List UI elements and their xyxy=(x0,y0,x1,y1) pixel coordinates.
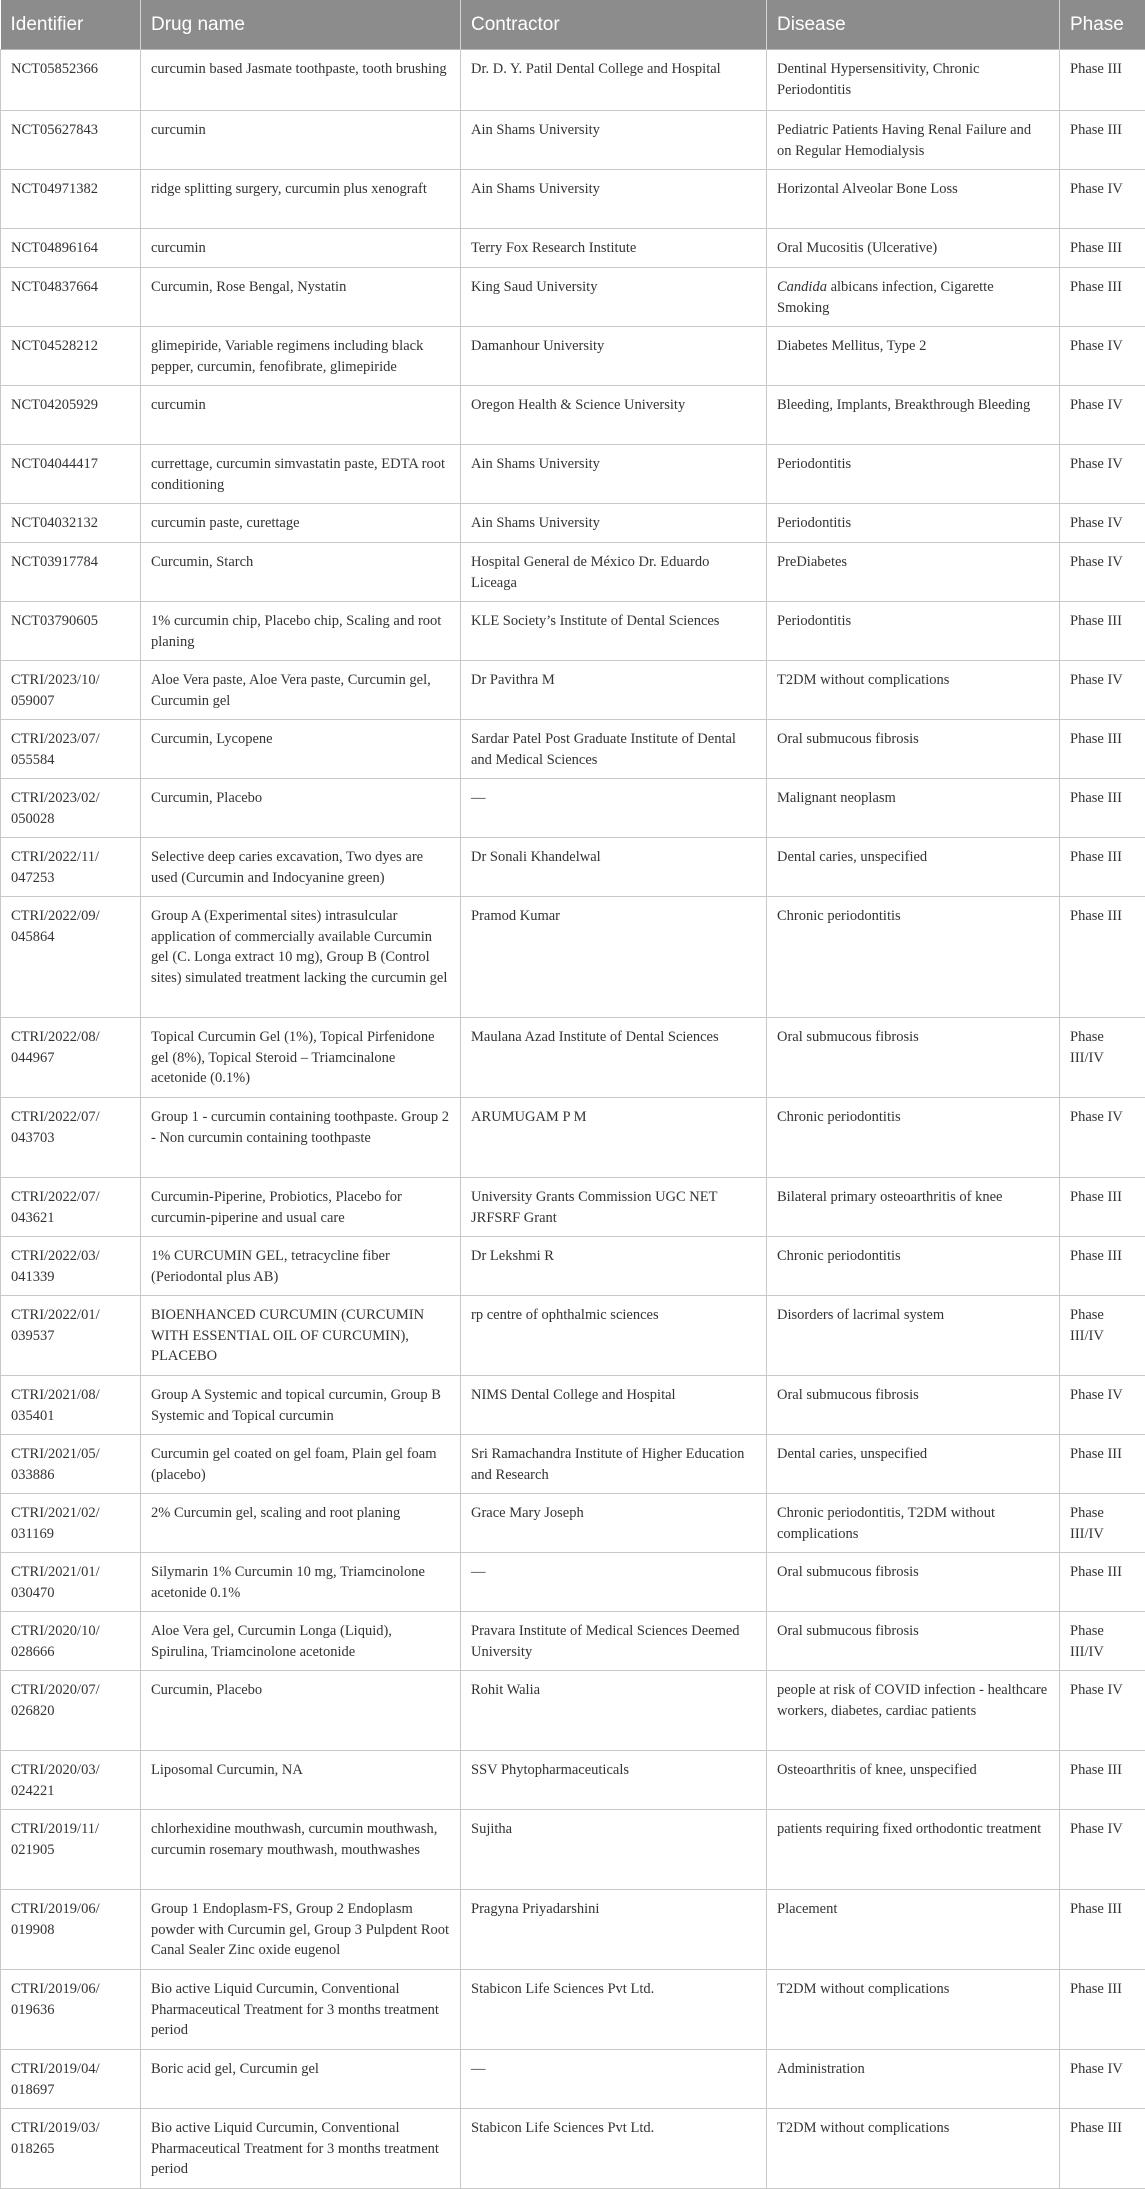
cell-contractor: Stabicon Life Sciences Pvt Ltd. xyxy=(461,2109,767,2189)
table-body xyxy=(1,50,1145,2189)
cell-disease: Diabetes Mellitus, Type 2 xyxy=(767,327,1060,386)
cell-contractor: Stabicon Life Sciences Pvt Ltd. xyxy=(461,1970,767,2050)
cell-phase: Phase III xyxy=(1060,229,1145,268)
cell-contractor: Ain Shams University xyxy=(461,504,767,543)
cell-phase: Phase IV xyxy=(1060,543,1145,602)
cell-identifier: NCT03790605 xyxy=(1,602,141,661)
cell-phase: Phase III xyxy=(1060,602,1145,661)
table-row xyxy=(1,1810,1145,1890)
table-row xyxy=(1,543,1145,602)
table-row xyxy=(1,1890,1145,1970)
cell-disease: T2DM without complications xyxy=(767,2109,1060,2189)
cell-disease: Bleeding, Implants, Breakthrough Bleeding xyxy=(767,386,1060,445)
cell-drug-name: chlorhexidine mouthwash, curcumin mouthwash, curcumin rosemary mouthwash, mouthwashes xyxy=(141,1810,461,1890)
cell-identifier: NCT04971382 xyxy=(1,170,141,229)
cell-phase: Phase IV xyxy=(1060,504,1145,543)
cell-phase: Phase III xyxy=(1060,720,1145,779)
cell-identifier: CTRI/2022/01/ 039537 xyxy=(1,1296,141,1376)
column-header-phase: Phase xyxy=(1060,0,1145,50)
cell-drug-name: 1% curcumin chip, Placebo chip, Scaling and root planing xyxy=(141,602,461,661)
cell-phase: Phase IV xyxy=(1060,445,1145,504)
cell-disease: Osteoarthritis of knee, unspecified xyxy=(767,1751,1060,1810)
cell-contractor: — xyxy=(461,2050,767,2109)
cell-drug-name: curcumin xyxy=(141,229,461,268)
cell-identifier: CTRI/2021/08/ 035401 xyxy=(1,1376,141,1435)
cell-drug-name: glimepiride, Variable regimens including black pepper, curcumin, fenofibrate, glimepiride xyxy=(141,327,461,386)
table-row xyxy=(1,1671,1145,1751)
cell-phase: Phase IV xyxy=(1060,1376,1145,1435)
cell-drug-name: Curcumin gel coated on gel foam, Plain gel foam (placebo) xyxy=(141,1435,461,1494)
cell-disease: Bilateral primary osteoarthritis of knee xyxy=(767,1178,1060,1237)
table-row xyxy=(1,111,1145,170)
cell-phase: Phase IV xyxy=(1060,661,1145,720)
cell-contractor: Sujitha xyxy=(461,1810,767,1890)
cell-drug-name: 1% CURCUMIN GEL, tetracycline fiber (Periodontal plus AB) xyxy=(141,1237,461,1296)
cell-drug-name: Curcumin, Starch xyxy=(141,543,461,602)
cell-drug-name: Bio active Liquid Curcumin, Conventional Pharmaceutical Treatment for 3 months treatment period xyxy=(141,2109,461,2189)
cell-contractor: Sardar Patel Post Graduate Institute of Dental and Medical Sciences xyxy=(461,720,767,779)
cell-contractor: Hospital General de México Dr. Eduardo Liceaga xyxy=(461,543,767,602)
cell-disease: Periodontitis xyxy=(767,445,1060,504)
cell-contractor: Ain Shams University xyxy=(461,445,767,504)
cell-identifier: CTRI/2019/11/ 021905 xyxy=(1,1810,141,1890)
cell-phase: Phase III xyxy=(1060,268,1145,327)
cell-drug-name: curcumin based Jasmate toothpaste, tooth brushing xyxy=(141,50,461,111)
cell-phase: Phase IV xyxy=(1060,386,1145,445)
cell-drug-name: Liposomal Curcumin, NA xyxy=(141,1751,461,1810)
cell-disease: Oral submucous fibrosis xyxy=(767,1612,1060,1671)
column-header-drug-name: Drug name xyxy=(141,0,461,50)
cell-phase: Phase III xyxy=(1060,111,1145,170)
cell-drug-name: currettage, curcumin simvastatin paste, EDTA root conditioning xyxy=(141,445,461,504)
cell-contractor: Damanhour University xyxy=(461,327,767,386)
column-header-contractor: Contractor xyxy=(461,0,767,50)
cell-phase: Phase IV xyxy=(1060,170,1145,229)
cell-identifier: NCT05627843 xyxy=(1,111,141,170)
cell-drug-name: Boric acid gel, Curcumin gel xyxy=(141,2050,461,2109)
cell-identifier: CTRI/2023/10/ 059007 xyxy=(1,661,141,720)
cell-disease: T2DM without complications xyxy=(767,661,1060,720)
cell-drug-name: Group 1 - curcumin containing toothpaste. Group 2 - Non curcumin containing toothpaste xyxy=(141,1098,461,1178)
cell-phase: Phase IV xyxy=(1060,2050,1145,2109)
cell-phase: Phase III xyxy=(1060,1178,1145,1237)
cell-disease: people at risk of COVID infection - healthcare workers, diabetes, cardiac patients xyxy=(767,1671,1060,1751)
table-row xyxy=(1,2109,1145,2189)
cell-contractor: NIMS Dental College and Hospital xyxy=(461,1376,767,1435)
cell-identifier: NCT04896164 xyxy=(1,229,141,268)
table-row xyxy=(1,897,1145,1018)
cell-identifier: CTRI/2020/10/ 028666 xyxy=(1,1612,141,1671)
cell-contractor: Dr Pavithra M xyxy=(461,661,767,720)
cell-disease: Chronic periodontitis xyxy=(767,1098,1060,1178)
cell-disease: Dental caries, unspecified xyxy=(767,1435,1060,1494)
disease-italic-term: Candida xyxy=(777,279,827,295)
cell-phase: Phase III xyxy=(1060,1435,1145,1494)
cell-identifier: CTRI/2022/09/ 045864 xyxy=(1,897,141,1018)
table-row xyxy=(1,720,1145,779)
cell-disease: Oral submucous fibrosis xyxy=(767,1376,1060,1435)
table-row xyxy=(1,1970,1145,2050)
disease-text: albicans infection, Cigarette Smoking xyxy=(777,279,994,316)
table-row xyxy=(1,386,1145,445)
cell-phase: Phase III xyxy=(1060,1553,1145,1612)
cell-phase: Phase III xyxy=(1060,50,1145,111)
header-row xyxy=(1,0,1145,50)
cell-drug-name: Bio active Liquid Curcumin, Conventional Pharmaceutical Treatment for 3 months treatment period xyxy=(141,1970,461,2050)
cell-phase: Phase III xyxy=(1060,838,1145,897)
cell-phase: Phase III xyxy=(1060,779,1145,838)
cell-identifier: CTRI/2023/02/ 050028 xyxy=(1,779,141,838)
cell-drug-name: Curcumin, Placebo xyxy=(141,1671,461,1751)
table-row xyxy=(1,268,1145,327)
table-row xyxy=(1,327,1145,386)
cell-disease: Oral submucous fibrosis xyxy=(767,720,1060,779)
cell-contractor: Grace Mary Joseph xyxy=(461,1494,767,1553)
cell-contractor: KLE Society’s Institute of Dental Sciences xyxy=(461,602,767,661)
table-row xyxy=(1,1751,1145,1810)
table-row xyxy=(1,661,1145,720)
cell-contractor: ARUMUGAM P M xyxy=(461,1098,767,1178)
cell-phase: Phase IV xyxy=(1060,327,1145,386)
cell-identifier: CTRI/2019/03/ 018265 xyxy=(1,2109,141,2189)
cell-identifier: CTRI/2019/06/ 019636 xyxy=(1,1970,141,2050)
cell-phase: Phase III/IV xyxy=(1060,1018,1145,1098)
cell-drug-name: Aloe Vera paste, Aloe Vera paste, Curcumin gel, Curcumin gel xyxy=(141,661,461,720)
table-row xyxy=(1,1553,1145,1612)
table-row xyxy=(1,1018,1145,1098)
cell-contractor: — xyxy=(461,779,767,838)
cell-contractor: Sri Ramachandra Institute of Higher Education and Research xyxy=(461,1435,767,1494)
cell-drug-name: curcumin paste, curettage xyxy=(141,504,461,543)
cell-drug-name: Curcumin, Lycopene xyxy=(141,720,461,779)
cell-drug-name: Curcumin, Placebo xyxy=(141,779,461,838)
cell-drug-name: Selective deep caries excavation, Two dyes are used (Curcumin and Indocyanine green) xyxy=(141,838,461,897)
table-row xyxy=(1,602,1145,661)
cell-identifier: NCT05852366 xyxy=(1,50,141,111)
table-header xyxy=(1,0,1145,50)
cell-disease: Oral submucous fibrosis xyxy=(767,1018,1060,1098)
cell-contractor: Dr Sonali Khandelwal xyxy=(461,838,767,897)
cell-contractor: Dr. D. Y. Patil Dental College and Hospital xyxy=(461,50,767,111)
cell-identifier: CTRI/2019/06/ 019908 xyxy=(1,1890,141,1970)
cell-drug-name: Group A (Experimental sites) intrasulcular application of commercially available Curcumin gel (C. Longa extract 10 mg), Group B (Control sites) simulated treatment lacking the curcumin gel xyxy=(141,897,461,1018)
cell-identifier: CTRI/2020/03/ 024221 xyxy=(1,1751,141,1810)
table-row xyxy=(1,1178,1145,1237)
cell-disease: Periodontitis xyxy=(767,504,1060,543)
cell-identifier: CTRI/2021/05/ 033886 xyxy=(1,1435,141,1494)
cell-contractor: Oregon Health & Science University xyxy=(461,386,767,445)
cell-contractor: Terry Fox Research Institute xyxy=(461,229,767,268)
cell-drug-name: curcumin xyxy=(141,386,461,445)
cell-disease: Administration xyxy=(767,2050,1060,2109)
cell-identifier: CTRI/2019/04/ 018697 xyxy=(1,2050,141,2109)
table-row xyxy=(1,170,1145,229)
cell-phase: Phase III/IV xyxy=(1060,1296,1145,1376)
cell-disease: patients requiring fixed orthodontic treatment xyxy=(767,1810,1060,1890)
cell-identifier: CTRI/2020/07/ 026820 xyxy=(1,1671,141,1751)
cell-drug-name: 2% Curcumin gel, scaling and root planing xyxy=(141,1494,461,1553)
table-row xyxy=(1,504,1145,543)
table-row xyxy=(1,1376,1145,1435)
cell-contractor: Pravara Institute of Medical Sciences Deemed University xyxy=(461,1612,767,1671)
cell-contractor: — xyxy=(461,1553,767,1612)
cell-identifier: NCT04032132 xyxy=(1,504,141,543)
cell-phase: Phase III xyxy=(1060,1751,1145,1810)
cell-disease: Pediatric Patients Having Renal Failure and on Regular Hemodialysis xyxy=(767,111,1060,170)
cell-contractor: Dr Lekshmi R xyxy=(461,1237,767,1296)
cell-drug-name: Group 1 Endoplasm-FS, Group 2 Endoplasm powder with Curcumin gel, Group 3 Pulpdent Root Canal Sealer Zinc oxide eugenol xyxy=(141,1890,461,1970)
cell-disease: Disorders of lacrimal system xyxy=(767,1296,1060,1376)
cell-drug-name: BIOENHANCED CURCUMIN (CURCUMIN WITH ESSENTIAL OIL OF CURCUMIN), PLACEBO xyxy=(141,1296,461,1376)
cell-drug-name: Silymarin 1% Curcumin 10 mg, Triamcinolone acetonide 0.1% xyxy=(141,1553,461,1612)
cell-disease: Oral Mucositis (Ulcerative) xyxy=(767,229,1060,268)
table-row xyxy=(1,50,1145,111)
cell-identifier: NCT04837664 xyxy=(1,268,141,327)
table-row xyxy=(1,2050,1145,2109)
cell-identifier: CTRI/2022/07/ 043621 xyxy=(1,1178,141,1237)
cell-drug-name: Group A Systemic and topical curcumin, Group B Systemic and Topical curcumin xyxy=(141,1376,461,1435)
cell-identifier: CTRI/2022/11/ 047253 xyxy=(1,838,141,897)
cell-phase: Phase IV xyxy=(1060,1671,1145,1751)
table-row xyxy=(1,1237,1145,1296)
cell-identifier: NCT04528212 xyxy=(1,327,141,386)
cell-phase: Phase III/IV xyxy=(1060,1612,1145,1671)
cell-disease: Periodontitis xyxy=(767,602,1060,661)
cell-disease: Dental caries, unspecified xyxy=(767,838,1060,897)
cell-phase: Phase IV xyxy=(1060,1098,1145,1178)
cell-drug-name: Topical Curcumin Gel (1%), Topical Pirfenidone gel (8%), Topical Steroid – Triamcinalone acetonide (0.1%) xyxy=(141,1018,461,1098)
cell-contractor: Ain Shams University xyxy=(461,111,767,170)
cell-phase: Phase III xyxy=(1060,897,1145,1018)
cell-contractor: King Saud University xyxy=(461,268,767,327)
cell-identifier: CTRI/2022/08/ 044967 xyxy=(1,1018,141,1098)
cell-identifier: CTRI/2021/01/ 030470 xyxy=(1,1553,141,1612)
cell-disease: Chronic periodontitis xyxy=(767,897,1060,1018)
table-row xyxy=(1,1296,1145,1376)
cell-identifier: CTRI/2022/07/ 043703 xyxy=(1,1098,141,1178)
table-row xyxy=(1,1435,1145,1494)
cell-contractor: Pragyna Priyadarshini xyxy=(461,1890,767,1970)
cell-identifier: NCT04044417 xyxy=(1,445,141,504)
column-header-identifier: Identifier xyxy=(1,0,141,50)
cell-identifier: NCT03917784 xyxy=(1,543,141,602)
cell-contractor: University Grants Commission UGC NET JRFSRF Grant xyxy=(461,1178,767,1237)
cell-drug-name: ridge splitting surgery, curcumin plus xenograft xyxy=(141,170,461,229)
cell-disease: Chronic periodontitis xyxy=(767,1237,1060,1296)
cell-contractor: rp centre of ophthalmic sciences xyxy=(461,1296,767,1376)
cell-phase: Phase III xyxy=(1060,1890,1145,1970)
cell-drug-name: Curcumin, Rose Bengal, Nystatin xyxy=(141,268,461,327)
cell-disease: Chronic periodontitis, T2DM without complications xyxy=(767,1494,1060,1553)
cell-disease: Oral submucous fibrosis xyxy=(767,1553,1060,1612)
cell-phase: Phase III xyxy=(1060,2109,1145,2189)
cell-drug-name: Aloe Vera gel, Curcumin Longa (Liquid), Spirulina, Triamcinolone acetonide xyxy=(141,1612,461,1671)
cell-phase: Phase III xyxy=(1060,1970,1145,2050)
table-row xyxy=(1,1098,1145,1178)
cell-contractor: Maulana Azad Institute of Dental Sciences xyxy=(461,1018,767,1098)
cell-contractor: Pramod Kumar xyxy=(461,897,767,1018)
cell-disease: PreDiabetes xyxy=(767,543,1060,602)
table-row xyxy=(1,838,1145,897)
cell-disease: Horizontal Alveolar Bone Loss xyxy=(767,170,1060,229)
cell-disease: Dentinal Hypersensitivity, Chronic Periodontitis xyxy=(767,50,1060,111)
column-header-disease: Disease xyxy=(767,0,1060,50)
cell-drug-name: Curcumin-Piperine, Probiotics, Placebo for curcumin-piperine and usual care xyxy=(141,1178,461,1237)
table-row xyxy=(1,779,1145,838)
cell-disease: Malignant neoplasm xyxy=(767,779,1060,838)
cell-identifier: CTRI/2023/07/ 055584 xyxy=(1,720,141,779)
cell-drug-name: curcumin xyxy=(141,111,461,170)
table-row xyxy=(1,445,1145,504)
cell-phase: Phase III xyxy=(1060,1237,1145,1296)
cell-contractor: Rohit Walia xyxy=(461,1671,767,1751)
table-row xyxy=(1,1494,1145,1553)
cell-disease xyxy=(767,268,1060,327)
cell-identifier: CTRI/2022/03/ 041339 xyxy=(1,1237,141,1296)
cell-identifier: CTRI/2021/02/ 031169 xyxy=(1,1494,141,1553)
cell-phase: Phase IV xyxy=(1060,1810,1145,1890)
cell-identifier: NCT04205929 xyxy=(1,386,141,445)
cell-disease: T2DM without complications xyxy=(767,1970,1060,2050)
cell-contractor: SSV Phytopharmaceuticals xyxy=(461,1751,767,1810)
cell-contractor: Ain Shams University xyxy=(461,170,767,229)
cell-phase: Phase III/IV xyxy=(1060,1494,1145,1553)
table-row xyxy=(1,229,1145,268)
table-row xyxy=(1,1612,1145,1671)
cell-disease: Placement xyxy=(767,1890,1060,1970)
